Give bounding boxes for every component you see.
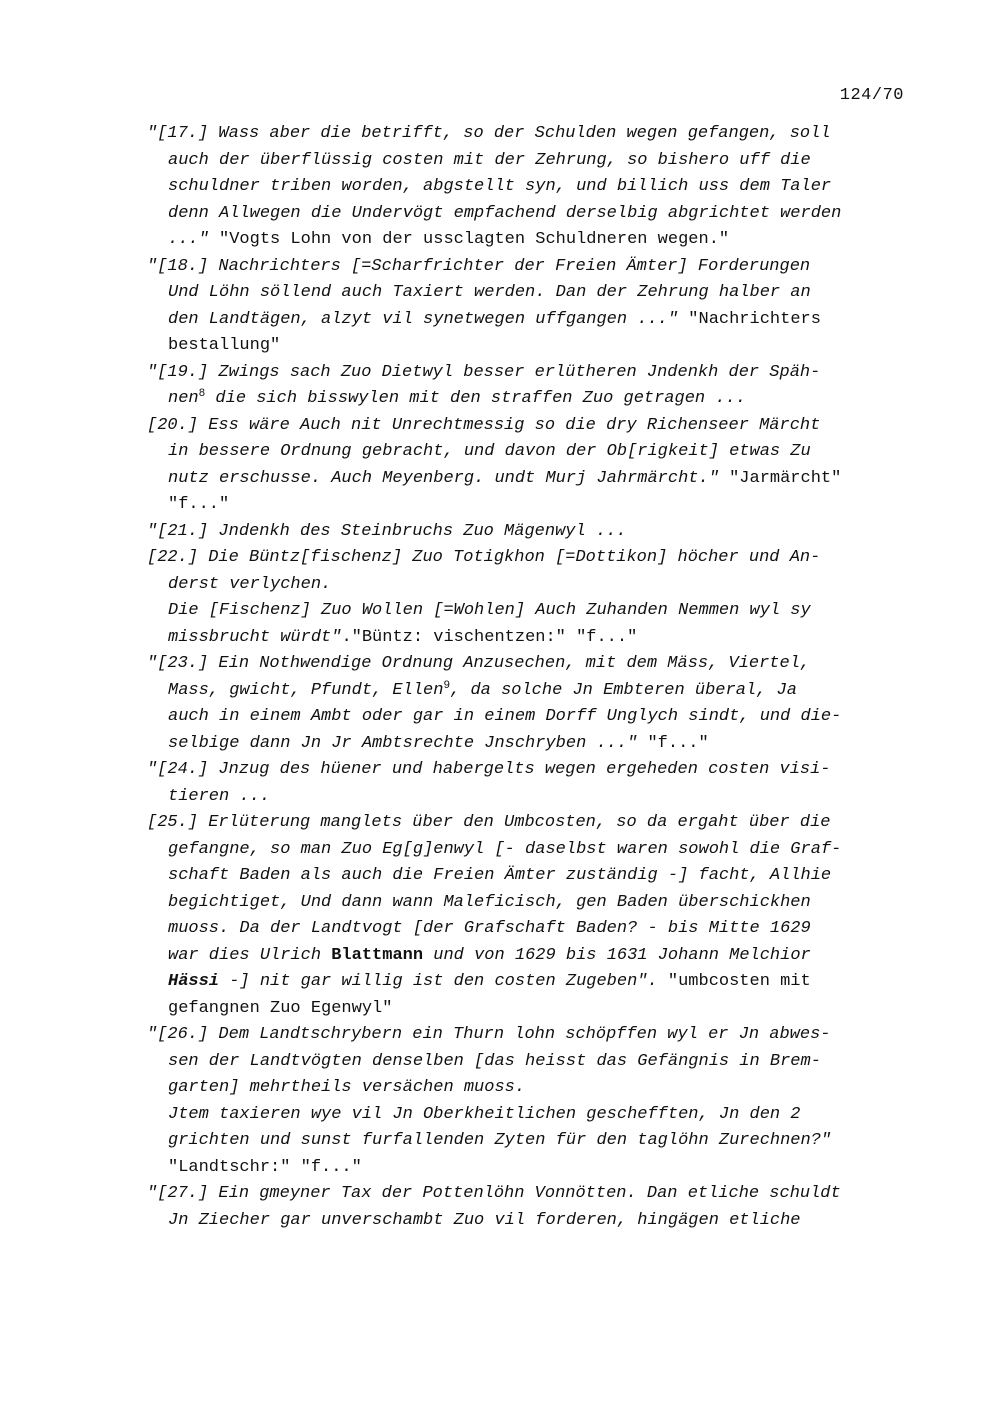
- text-line: [147, 492, 917, 519]
- text-line: [147, 996, 917, 1023]
- text-segment: "[24.] Jnzug des hüener und habergelts wegen ergeheden costen visi-: [147, 760, 831, 779]
- text-line: [147, 1208, 917, 1235]
- text-segment: , da solche Jn Embteren überal, Ja: [450, 680, 797, 700]
- text-line: [147, 333, 917, 360]
- text-segment: grichten und sunst furfallenden Zyten für den taglöhn Zurechnen?": [168, 1131, 832, 1150]
- text-line: [147, 916, 917, 943]
- text-segment: begichtiget, Und dann wann Maleficisch, gen Baden überschickhen: [168, 892, 811, 912]
- text-line: [147, 227, 917, 254]
- text-segment: [22.] Die Büntz[fischenz] Zuo Totigkhon [=Dottikon] höcher und An-: [147, 548, 821, 567]
- text-line: [147, 598, 917, 625]
- text-segment: "umbcosten mit: [667, 972, 811, 991]
- text-segment: tieren ...: [168, 786, 271, 806]
- text-segment: Jtem taxieren wye vil Jn Oberkheitlichen geschefften, Jn den 2: [168, 1104, 801, 1124]
- text-line: [147, 837, 917, 864]
- text-line: [147, 678, 917, 705]
- text-line: [147, 174, 917, 201]
- text-segment: sen der Landtvögten denselben [das heisst das Gefängnis in Brem-: [168, 1051, 821, 1071]
- text-line: [147, 731, 917, 758]
- text-line: [147, 810, 917, 837]
- text-segment: den Landtägen, alzyt vil synetwegen uffgangen ...": [168, 309, 689, 329]
- text-line: [147, 651, 917, 678]
- text-segment: "[18.] Nachrichters [=Scharfrichter der Freien Ämter] Forderungen: [147, 256, 811, 276]
- text-segment: "Landtschr:" "f...": [168, 1157, 362, 1177]
- text-segment: auch in einem Ambt oder gar in einem Dorff Unglych sindt, und die-: [168, 707, 842, 726]
- text-line: [147, 280, 917, 307]
- text-segment: missbrucht würdt": [168, 627, 342, 647]
- text-segment: "Nachrichters: [688, 309, 821, 329]
- text-segment: Hässi: [168, 972, 220, 991]
- text-line: [147, 466, 917, 493]
- text-line: [147, 1102, 917, 1129]
- text-line: [147, 943, 917, 970]
- text-line: [147, 890, 917, 917]
- text-segment: "[26.] Dem Landtschrybern ein Thurn lohn schöpffen wyl er Jn abwes-: [147, 1025, 831, 1044]
- text-line: [147, 1022, 917, 1049]
- text-segment: "f...": [647, 733, 709, 753]
- text-segment: schuldner triben worden, abgstellt syn, und billich uss dem Taler: [168, 177, 832, 196]
- text-segment: und von 1629 bis 1631 Johann Melchior: [423, 945, 811, 965]
- text-segment: [25.] Erlüterung manglets über den Umbcosten, so da ergaht über die: [147, 813, 831, 832]
- text-line: [147, 863, 917, 890]
- text-line: [147, 572, 917, 599]
- text-line: [147, 201, 917, 228]
- text-line: [147, 121, 917, 148]
- text-segment: Und Löhn söllend auch Taxiert werden. Dan der Zehrung halber an: [168, 283, 811, 302]
- text-line: [147, 1049, 917, 1076]
- text-line: [147, 545, 917, 572]
- text-segment: gefangnen Zuo Egenwyl": [168, 998, 393, 1018]
- text-line: [147, 784, 917, 811]
- text-line: [147, 1128, 917, 1155]
- text-segment: die sich bisswylen mit den straffen Zuo getragen ...: [205, 389, 746, 408]
- text-segment: "[27.] Ein gmeyner Tax der Pottenlöhn Vonnötten. Dan etliche schuldt: [147, 1184, 841, 1203]
- text-segment: "[21.] Jndenkh des Steinbruchs Zuo Mägenwyl ...: [147, 521, 627, 541]
- text-segment: nutz erschusse. Auch Meyenberg. undt Murj Jahrmärcht.": [168, 468, 730, 488]
- text-segment: gefangne, so man Zuo Eg[g]enwyl [- daselbst waren sowohl die Graf-: [168, 839, 842, 859]
- text-line: [147, 757, 917, 784]
- text-line: [147, 360, 917, 387]
- page-number: 124/70: [839, 86, 904, 105]
- text-line: [147, 413, 917, 440]
- text-segment: ."Büntz: vischentzen:" "f...": [341, 627, 638, 647]
- text-segment: "f...": [168, 495, 230, 514]
- text-segment: war dies Ulrich: [168, 945, 332, 965]
- text-line: [147, 625, 917, 652]
- text-segment: selbige dann Jn Jr Ambtsrechte Jnschryben ...": [168, 733, 648, 753]
- text-line: [147, 148, 917, 175]
- footnote-marker: 9: [443, 679, 451, 692]
- text-segment: "Vogts Lohn von der ussclagten Schuldneren wegen.": [219, 230, 730, 249]
- text-segment: auch der überflüssig costen mit der Zehrung, so bishero uff die: [168, 150, 811, 170]
- text-segment: nen: [168, 389, 199, 408]
- document-body: [147, 121, 917, 1234]
- text-segment: muoss. Da der Landtvogt [der Grafschaft Baden? - bis Mitte 1629: [168, 919, 811, 938]
- footnote-marker: 8: [198, 388, 206, 400]
- text-segment: [20.] Ess wäre Auch nit Unrechtmessig so die dry Richenseer Märcht: [147, 415, 821, 435]
- text-segment: garten] mehrtheils versächen muoss.: [168, 1078, 526, 1097]
- text-line: [147, 1155, 917, 1182]
- text-line: [147, 704, 917, 731]
- text-segment: "[23.] Ein Nothwendige Ordnung Anzusechen, mit dem Mäss, Viertel,: [147, 654, 811, 673]
- text-segment: Mass, gwicht, Pfundt, Ellen: [168, 680, 444, 700]
- text-segment: Blattmann: [331, 945, 424, 965]
- text-segment: Die [Fischenz] Zuo Wollen [=Wohlen] Auch Zuhanden Nemmen wyl sy: [168, 601, 811, 620]
- text-segment: Jn Ziecher gar unverschambt Zuo vil forderen, hingägen etliche: [168, 1210, 801, 1230]
- text-segment: "[17.] Wass aber die betrifft, so der Schulden wegen gefangen, soll: [147, 124, 831, 143]
- text-segment: in bessere Ordnung gebracht, und davon der Ob[rigkeit] etwas Zu: [168, 442, 811, 461]
- text-segment: bestallung": [168, 336, 281, 355]
- text-line: [147, 1181, 917, 1208]
- text-line: [147, 254, 917, 281]
- text-segment: denn Allwegen die Undervögt empfachend derselbig abgrichtet werden: [168, 203, 842, 223]
- text-segment: derst verlychen.: [168, 574, 332, 594]
- text-segment: -] nit gar willig ist den costen Zugeben".: [219, 972, 668, 991]
- text-segment: "Jarmärcht": [729, 468, 842, 488]
- text-line: [147, 439, 917, 466]
- text-line: [147, 1075, 917, 1102]
- text-line: [147, 307, 917, 334]
- text-segment: "[19.] Zwings sach Zuo Dietwyl besser erlütheren Jndenkh der Späh-: [147, 362, 821, 382]
- text-line: [147, 519, 917, 546]
- text-line: [147, 969, 917, 996]
- text-line: [147, 386, 917, 413]
- text-segment: schaft Baden als auch die Freien Ämter zuständig -] facht, Allhie: [168, 866, 832, 885]
- text-segment: ...": [168, 230, 220, 249]
